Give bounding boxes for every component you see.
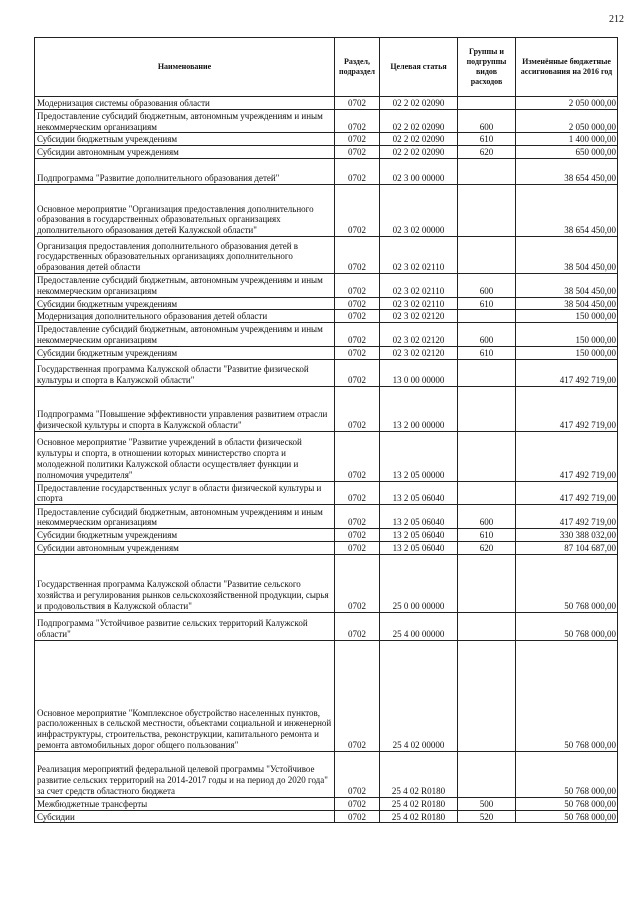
cell-group: 600 <box>458 273 516 297</box>
cell-name: Модернизация системы образования области <box>35 97 335 110</box>
cell-section: 0702 <box>335 158 380 184</box>
cell-target: 02 2 02 02090 <box>380 109 458 133</box>
cell-group: 500 <box>458 797 516 810</box>
cell-name: Предоставление субсидий бюджетным, автономным учреждениям и иным некоммерческим организациям <box>35 323 335 347</box>
table-row <box>35 133 618 146</box>
cell-amount: 2 050 000,00 <box>516 97 618 110</box>
cell-amount: 417 492 719,00 <box>516 431 618 481</box>
cell-target: 25 4 02 R0180 <box>380 797 458 810</box>
table-row <box>35 431 618 481</box>
header-row <box>35 38 618 97</box>
cell-amount: 417 492 719,00 <box>516 481 618 505</box>
cell-target: 13 2 05 06040 <box>380 505 458 529</box>
cell-amount: 50 768 000,00 <box>516 612 618 640</box>
cell-group: 520 <box>458 810 516 823</box>
cell-target: 13 2 05 06040 <box>380 541 458 554</box>
cell-target: 25 4 02 R0180 <box>380 810 458 823</box>
cell-section: 0702 <box>335 346 380 359</box>
cell-group <box>458 359 516 386</box>
cell-name: Предоставление субсидий бюджетным, автономным учреждениям и иным некоммерческим организациям <box>35 505 335 529</box>
header-target: Целевая статья <box>380 38 458 97</box>
cell-amount: 38 504 450,00 <box>516 297 618 310</box>
cell-target: 02 3 02 00000 <box>380 184 458 236</box>
cell-group <box>458 751 516 797</box>
cell-section: 0702 <box>335 541 380 554</box>
table-row <box>35 359 618 386</box>
cell-group <box>458 158 516 184</box>
cell-target: 02 3 00 00000 <box>380 158 458 184</box>
cell-section: 0702 <box>335 810 380 823</box>
cell-group: 610 <box>458 346 516 359</box>
cell-section: 0702 <box>335 481 380 505</box>
cell-target: 02 3 02 02110 <box>380 273 458 297</box>
cell-section: 0702 <box>335 505 380 529</box>
table-row <box>35 541 618 554</box>
cell-target: 13 2 00 00000 <box>380 386 458 431</box>
budget-table <box>34 37 618 823</box>
cell-section: 0702 <box>335 323 380 347</box>
cell-target: 02 2 02 02090 <box>380 97 458 110</box>
cell-target: 25 4 00 00000 <box>380 612 458 640</box>
table-row <box>35 797 618 810</box>
cell-name: Субсидии автономным учреждениям <box>35 146 335 159</box>
cell-name: Субсидии бюджетным учреждениям <box>35 346 335 359</box>
cell-section: 0702 <box>335 133 380 146</box>
cell-group <box>458 481 516 505</box>
cell-group <box>458 640 516 751</box>
table-row <box>35 97 618 110</box>
cell-target: 25 0 00 00000 <box>380 554 458 612</box>
table-row <box>35 612 618 640</box>
table-row <box>35 505 618 529</box>
cell-name: Субсидии бюджетным учреждениям <box>35 529 335 542</box>
cell-amount: 87 104 687,00 <box>516 541 618 554</box>
cell-section: 0702 <box>335 297 380 310</box>
table-row <box>35 310 618 323</box>
cell-name: Субсидии <box>35 810 335 823</box>
table-row <box>35 146 618 159</box>
cell-group: 600 <box>458 505 516 529</box>
cell-target: 02 3 02 02120 <box>380 310 458 323</box>
cell-group <box>458 612 516 640</box>
table-row <box>35 236 618 273</box>
cell-target: 13 2 05 06040 <box>380 529 458 542</box>
cell-name: Субсидии автономным учреждениям <box>35 541 335 554</box>
cell-target: 25 4 02 R0180 <box>380 751 458 797</box>
cell-section: 0702 <box>335 751 380 797</box>
cell-amount: 50 768 000,00 <box>516 797 618 810</box>
header-groups: Группы и подгруппы видов расходов <box>458 38 516 97</box>
cell-name: Субсидии бюджетным учреждениям <box>35 297 335 310</box>
header-section: Раздел, подраздел <box>335 38 380 97</box>
cell-target: 02 3 02 02110 <box>380 297 458 310</box>
cell-amount: 50 768 000,00 <box>516 751 618 797</box>
cell-group <box>458 554 516 612</box>
cell-group <box>458 431 516 481</box>
cell-target: 02 3 02 02110 <box>380 236 458 273</box>
cell-name: Реализация мероприятий федеральной целевой программы "Устойчивое развитие сельских территорий на 2014-2017 годы и на период до 2020 года" за счет средств областного бюджета <box>35 751 335 797</box>
cell-section: 0702 <box>335 146 380 159</box>
cell-section: 0702 <box>335 554 380 612</box>
table-row <box>35 481 618 505</box>
cell-target: 02 3 02 02120 <box>380 346 458 359</box>
cell-amount: 38 504 450,00 <box>516 236 618 273</box>
cell-name: Подпрограмма "Повышение эффективности управления развитием отрасли физической культуры и спорта в Калужской области" <box>35 386 335 431</box>
table-row <box>35 386 618 431</box>
cell-group: 600 <box>458 109 516 133</box>
cell-section: 0702 <box>335 640 380 751</box>
cell-amount: 1 400 000,00 <box>516 133 618 146</box>
cell-amount: 2 050 000,00 <box>516 109 618 133</box>
table-row <box>35 529 618 542</box>
cell-amount: 330 388 032,00 <box>516 529 618 542</box>
cell-target: 13 0 00 00000 <box>380 359 458 386</box>
cell-name: Подпрограмма "Устойчивое развитие сельских территорий Калужской области" <box>35 612 335 640</box>
cell-name: Основное мероприятие "Развитие учреждений в области физической культуры и спорта, в отношении которых министерство спорта и молодежной политики Калужской области осуществляет функции и полномочия учредителя" <box>35 431 335 481</box>
table-row <box>35 297 618 310</box>
cell-amount: 650 000,00 <box>516 146 618 159</box>
cell-amount: 38 504 450,00 <box>516 273 618 297</box>
cell-name: Основное мероприятие "Организация предоставления дополнительного образования в государственных образовательных организациях дополнительного образования детей Калужской области" <box>35 184 335 236</box>
table-row <box>35 158 618 184</box>
cell-name: Подпрограмма "Развитие дополнительного образования детей" <box>35 158 335 184</box>
cell-amount: 150 000,00 <box>516 310 618 323</box>
cell-name: Организация предоставления дополнительного образования детей в государственных образовательных организациях дополнительного образования детей области <box>35 236 335 273</box>
cell-amount: 50 768 000,00 <box>516 554 618 612</box>
cell-group: 620 <box>458 146 516 159</box>
cell-section: 0702 <box>335 612 380 640</box>
table-row <box>35 751 618 797</box>
table-row <box>35 109 618 133</box>
cell-target: 02 2 02 02090 <box>380 133 458 146</box>
cell-section: 0702 <box>335 310 380 323</box>
cell-section: 0702 <box>335 97 380 110</box>
cell-section: 0702 <box>335 109 380 133</box>
cell-amount: 50 768 000,00 <box>516 810 618 823</box>
cell-amount: 417 492 719,00 <box>516 386 618 431</box>
cell-section: 0702 <box>335 386 380 431</box>
cell-target: 02 3 02 02120 <box>380 323 458 347</box>
page-number: 212 <box>609 14 624 25</box>
cell-name: Предоставление субсидий бюджетным, автономным учреждениям и иным некоммерческим организациям <box>35 109 335 133</box>
cell-section: 0702 <box>335 359 380 386</box>
cell-amount: 150 000,00 <box>516 323 618 347</box>
table-row <box>35 346 618 359</box>
table-row <box>35 554 618 612</box>
cell-section: 0702 <box>335 431 380 481</box>
table-row <box>35 323 618 347</box>
cell-target: 13 2 05 00000 <box>380 431 458 481</box>
cell-amount: 150 000,00 <box>516 346 618 359</box>
table-row <box>35 273 618 297</box>
cell-section: 0702 <box>335 273 380 297</box>
cell-group <box>458 310 516 323</box>
table-row <box>35 184 618 236</box>
cell-amount: 417 492 719,00 <box>516 505 618 529</box>
table-row <box>35 640 618 751</box>
cell-group <box>458 184 516 236</box>
cell-name: Межбюджетные трансферты <box>35 797 335 810</box>
cell-section: 0702 <box>335 529 380 542</box>
cell-group: 600 <box>458 323 516 347</box>
cell-group: 610 <box>458 297 516 310</box>
cell-amount: 50 768 000,00 <box>516 640 618 751</box>
table-row <box>35 810 618 823</box>
cell-section: 0702 <box>335 184 380 236</box>
cell-section: 0702 <box>335 236 380 273</box>
cell-name: Государственная программа Калужской области "Развитие физической культуры и спорта в Калужской области" <box>35 359 335 386</box>
cell-name: Предоставление государственных услуг в области физической культуры и спорта <box>35 481 335 505</box>
cell-amount: 38 654 450,00 <box>516 184 618 236</box>
cell-group: 620 <box>458 541 516 554</box>
cell-name: Модернизация дополнительного образования детей области <box>35 310 335 323</box>
cell-target: 02 2 02 02090 <box>380 146 458 159</box>
cell-group <box>458 386 516 431</box>
cell-section: 0702 <box>335 797 380 810</box>
cell-target: 25 4 02 00000 <box>380 640 458 751</box>
cell-amount: 417 492 719,00 <box>516 359 618 386</box>
cell-group: 610 <box>458 529 516 542</box>
cell-name: Основное мероприятие "Комплексное обустройство населенных пунктов, расположенных в сельской местности, объектами социальной и инженерной инфраструктуры, строительства, реконструкции, капитального ремонта и ремонта автомобильных дорог общего пользования" <box>35 640 335 751</box>
cell-name: Предоставление субсидий бюджетным, автономным учреждениям и иным некоммерческим организациям <box>35 273 335 297</box>
cell-group: 610 <box>458 133 516 146</box>
cell-group <box>458 97 516 110</box>
cell-target: 13 2 05 06040 <box>380 481 458 505</box>
cell-group <box>458 236 516 273</box>
cell-amount: 38 654 450,00 <box>516 158 618 184</box>
cell-name: Государственная программа Калужской области "Развитие сельского хозяйства и регулирования рынков сельскохозяйственной продукции, сырья и продовольствия в Калужской области" <box>35 554 335 612</box>
header-name: Наименование <box>35 38 335 97</box>
header-changed: Изменённые бюджетные ассигнования на 2016 год <box>516 38 618 97</box>
cell-name: Субсидии бюджетным учреждениям <box>35 133 335 146</box>
